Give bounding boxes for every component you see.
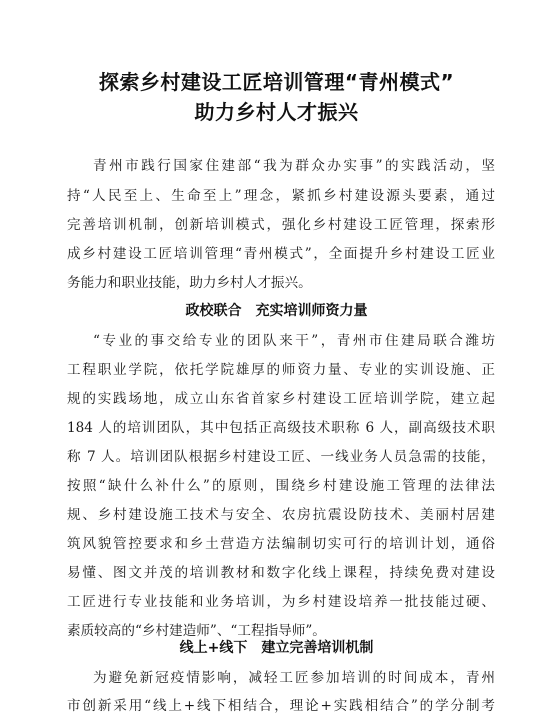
paragraph-3-line: 市创新采用“线上+线下相结合，理论+实践相结合”的学分制考 [67,698,495,714]
paragraph-3-line: 为避免新冠疫情影响，减轻工匠参加培训的时间成本，青州 [93,670,495,686]
paragraph-2-line: 规、乡村建设施工技术与安全、农房抗震设防技术、美丽村居建 [67,507,495,523]
paragraph-2-line: 按照“缺什么补什么”的原则，围绕乡村建设施工管理的法律法 [67,478,495,494]
paragraph-2-line: 素质较高的“乡村建造师”、“工程指导师”。 [67,623,326,639]
paragraph-1-line: 持“人民至上、生命至上”理念，紧抓乡村建设源头要素，通过 [67,188,495,204]
paragraph-2-line: 规的实践场地，成立山东省首家乡村建设工匠培训学院，建立起 [67,391,495,407]
paragraph-1-line: 成乡村建设工匠培训管理“青州模式”，全面提升乡村建设工匠业 [67,246,495,262]
section-heading-1: 政校联合 充实培训师资力量 [185,303,368,319]
section-heading-2: 线上+线下 建立完善培训机制 [179,640,374,656]
paragraph-1-line: 完善培训机制，创新培训模式，强化乡村建设工匠管理，探索形 [67,217,495,233]
paragraph-2-line: 筑风貌管控要求和乡土营造方法编制切实可行的培训计划，通俗 [67,536,495,552]
paragraph-2-line: 工程职业学院，依托学院雄厚的师资力量、专业的实训设施、正 [67,362,495,378]
paragraph-2-line: “专业的事交给专业的团队来干”，青州市住建局联合潍坊 [93,333,495,349]
paragraph-2-line: 184 人的培训团队，其中包括正高级技术职称 6 人，副高级技术职 [67,420,495,436]
paragraph-1-line: 务能力和职业技能，助力乡村人才振兴。 [67,275,312,291]
document-title-line-2: 助力乡村人才振兴 [194,100,359,124]
paragraph-2-line: 称 7 人。培训团队根据乡村建设工匠、一线业务人员急需的技能， [67,449,495,465]
document-title-line-1: 探索乡村建设工匠培训管理“青州模式” [98,70,455,94]
paragraph-2-line: 易懂、图文并茂的培训教材和数字化线上课程，持续免费对建设 [67,565,495,581]
paragraph-2-line: 工匠进行专业技能和业务培训，为乡村建设培养一批技能过硬、 [67,594,495,610]
paragraph-1-line: 青州市践行国家住建部“我为群众办实事”的实践活动，坚 [93,158,495,174]
